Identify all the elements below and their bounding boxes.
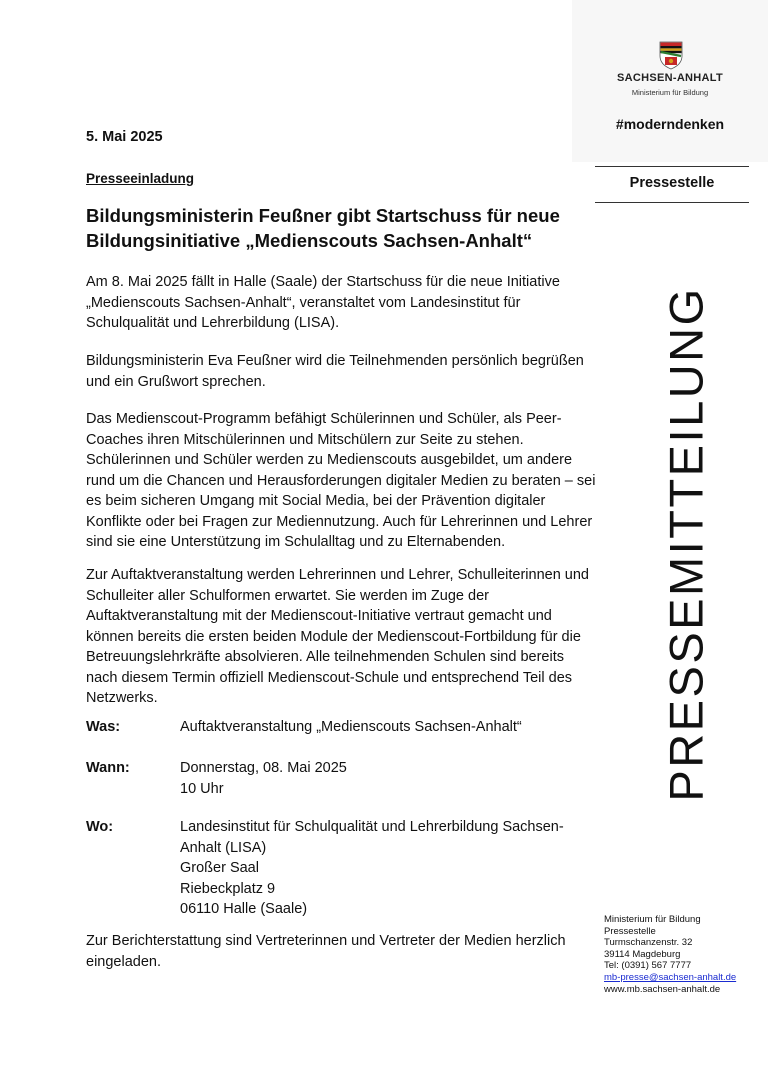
wann-value	[180, 758, 590, 799]
vertical-title-container	[660, 232, 712, 856]
was-label: Was:	[86, 719, 121, 735]
wann-label: Wann:	[86, 760, 130, 776]
wann-time: 10 Uhr	[180, 780, 224, 797]
contact-website[interactable]: www.mb.sachsen-anhalt.de	[604, 983, 721, 995]
headline-line-1: Bildungsministerin Feußner gibt Startschuss für neue	[86, 205, 560, 226]
contact-email-link[interactable]: mb-presse@sachsen-anhalt.de	[604, 971, 737, 983]
paragraph-2: Bildungsministerin Eva Feußner wird die Teilnehmenden persönlich begrüßen und ein Grußwort sprechen.	[86, 353, 584, 390]
document-type: Presseeinladung	[86, 171, 195, 186]
wo-line-4: Riebeckplatz 9	[180, 880, 276, 897]
closing-paragraph: Zur Berichterstattung sind Vertreterinnen und Vertreter der Medien herzlich eingeladen.	[86, 933, 566, 970]
wann-date: Donnerstag, 08. Mai 2025	[180, 760, 347, 776]
contact-phone: Tel: (0391) 567 7777	[604, 960, 692, 972]
wo-line-3: Großer Saal	[180, 860, 259, 876]
state-name: SACHSEN-ANHALT	[616, 72, 724, 84]
slogan: #moderndenken	[615, 116, 725, 132]
coat-of-arms-icon	[657, 40, 685, 70]
contact-street: Turmschanzenstr. 32	[604, 937, 693, 949]
release-date: 5. Mai 2025	[86, 129, 163, 145]
sidebar-rule-top	[595, 166, 749, 167]
paragraph-3: Das Medienscout-Programm befähigt Schülerinnen und Schüler, als Peer-Coaches ihren Mitschülerinnen und Mitschülern zur Seite zu stehen. Schülerinnen und Schüler werden zu Medienscouts ausgebildet, um andere rund um die Chancen und Herausforderungen digitaler Medien zu beraten – sei es beim sicheren Umgang mit Social Media, bei der Prävention digitaler Konflikte oder bei Fragen zur Mediennutzung. Auch für Lehrerinnen und Lehrer sind sie eine Unterstützung im Schulalltag und zu Elternabenden.	[86, 411, 596, 550]
wo-label: Wo:	[86, 819, 114, 835]
was-value: Auftaktveranstaltung „Medienscouts Sachsen-Anhalt“	[180, 719, 522, 735]
contact-block	[604, 914, 736, 995]
contact-ministry: Ministerium für Bildung	[604, 914, 701, 925]
paragraph-4: Zur Auftaktveranstaltung werden Lehrerinnen und Lehrer, Schulleiterinnen und Schulleiter aller Schulformen erwartet. Sie werden im Zuge der Auftaktveranstaltung mit der Medienscout-Initiative vertraut gemacht und können bereits die ersten beiden Module der Medienscout-Fortbildung für die Betreuungslehrkräfte absolvieren. Alle teilnehmenden Schulen sind bereits nach diesem Termin offiziell Medienscout-Schule und entsprechend Teil des Netzwerks.	[86, 567, 589, 706]
wo-line-1: Landesinstitut für Schulqualität und Lehrerbildung Sachsen-	[180, 819, 564, 835]
headline	[86, 203, 586, 253]
headline-line-2: Bildungsinitiative „Medienscouts Sachsen-Anhalt“	[86, 230, 533, 251]
paragraph-1: Am 8. Mai 2025 fällt in Halle (Saale) der Startschuss für die neue Initiative „Medienscouts Sachsen-Anhalt“, veranstaltet vom Landesinstitut für Schulqualität und Lehrerbildung (LISA).	[86, 274, 560, 331]
contact-department: Pressestelle	[604, 925, 656, 937]
sidebar-heading: Pressestelle	[629, 175, 715, 191]
wo-line-2: Anhalt (LISA)	[180, 839, 267, 856]
sidebar-rule-bottom	[595, 202, 749, 203]
wo-line-5: 06110 Halle (Saale)	[180, 901, 308, 917]
vertical-title: PRESSEMITTEILUNG	[660, 286, 712, 802]
contact-city: 39114 Magdeburg	[604, 948, 681, 960]
wo-value	[180, 817, 590, 920]
ministry-subtitle: Ministerium für Bildung	[631, 88, 709, 97]
